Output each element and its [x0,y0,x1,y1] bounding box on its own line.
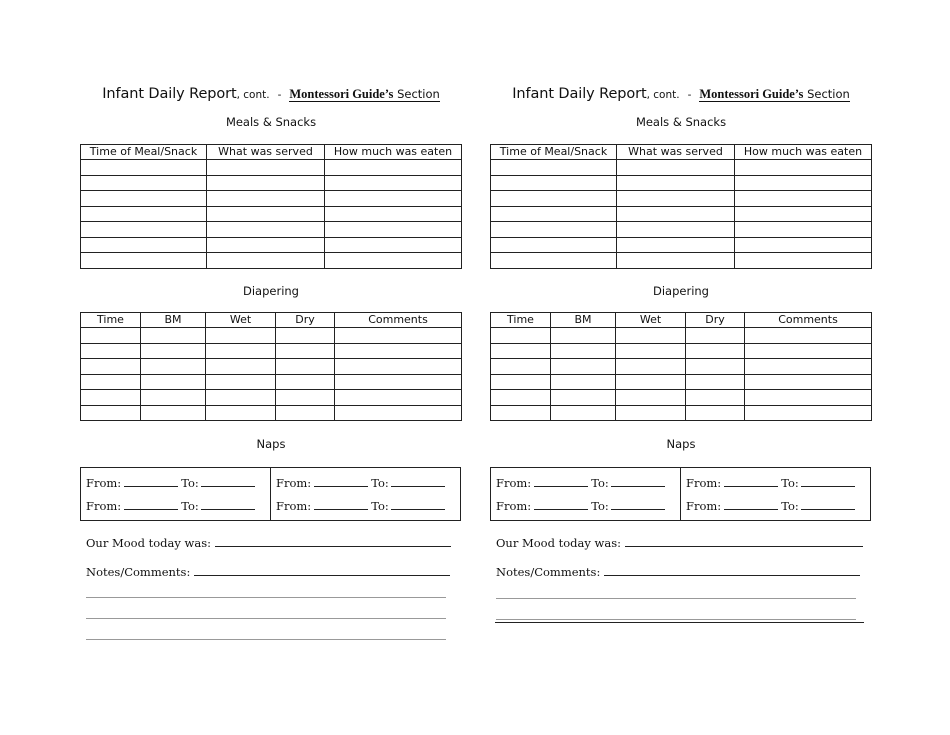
meals-row [491,191,872,207]
diaper-header-comments: Comments [745,313,872,328]
nap-to-blank[interactable] [201,476,255,487]
diaper-cell[interactable] [616,343,686,359]
nap-to-label: To: [371,476,389,490]
meals-cell[interactable] [207,160,325,176]
meals-cell[interactable] [325,222,462,238]
nap-from-label: From: [276,499,312,513]
meals-cell[interactable] [491,206,617,222]
meals-cell[interactable] [81,253,207,269]
diapering-label: Diapering [653,284,709,298]
diaper-header-time: Time [491,313,551,328]
diaper-cell[interactable] [616,374,686,390]
naps-label: Naps [256,437,286,451]
naps-divider [680,468,681,520]
nap-entry [686,499,855,513]
diaper-cell[interactable] [276,343,335,359]
meals-cell[interactable] [207,206,325,222]
title-guide: Montessori Guide’s [699,87,804,101]
meals-cell[interactable] [491,160,617,176]
meals-cell[interactable] [735,237,872,253]
diaper-cell[interactable] [745,374,872,390]
diaper-cell[interactable] [81,405,141,421]
meals-cell[interactable] [617,222,735,238]
diaper-cell[interactable] [81,343,141,359]
meals-cell[interactable] [617,206,735,222]
diapering-row [81,343,462,359]
diaper-cell[interactable] [206,405,276,421]
nap-entry [86,499,255,513]
diapering-row [491,405,872,421]
meals-row [81,237,462,253]
diaper-cell[interactable] [491,328,551,344]
diaper-cell[interactable] [686,343,745,359]
diaper-cell[interactable] [335,374,462,390]
meals-cell[interactable] [325,191,462,207]
meals-header-served: What was served [207,145,325,160]
diaper-cell[interactable] [335,405,462,421]
meals-cell[interactable] [491,253,617,269]
meals-cell[interactable] [617,160,735,176]
diaper-cell[interactable] [745,359,872,375]
mood-blank[interactable] [215,537,451,547]
diaper-cell[interactable] [491,343,551,359]
meals-cell[interactable] [207,253,325,269]
meals-row [491,222,872,238]
nap-to-blank[interactable] [801,499,855,510]
diaper-cell[interactable] [745,405,872,421]
nap-from-label: From: [496,476,532,490]
meals-header-time: Time of Meal/Snack [81,145,207,160]
meals-cell[interactable] [617,191,735,207]
title-main: Infant Daily Report [512,86,647,102]
nap-to-blank[interactable] [391,499,445,510]
nap-from-label: From: [276,476,312,490]
diaper-cell[interactable] [551,374,616,390]
meals-cell[interactable] [81,175,207,191]
meals-label: Meals & Snacks [635,115,727,129]
meals-cell[interactable] [207,222,325,238]
naps-divider [270,468,271,520]
diaper-cell[interactable] [491,359,551,375]
meals-cell[interactable] [491,237,617,253]
meals-row [491,253,872,269]
nap-from-label: From: [686,499,722,513]
meals-cell[interactable] [735,253,872,269]
diaper-cell[interactable] [686,359,745,375]
diaper-cell[interactable] [206,359,276,375]
meals-row [491,175,872,191]
diaper-cell[interactable] [616,405,686,421]
meals-cell[interactable] [325,206,462,222]
diaper-cell[interactable] [491,390,551,406]
diapering-row [81,390,462,406]
nap-entry [276,499,445,513]
nap-to-blank[interactable] [391,476,445,487]
notes-field [496,565,860,579]
naps-label: Naps [666,437,696,451]
nap-to-blank[interactable] [611,499,665,510]
diaper-header-time: Time [81,313,141,328]
report-title [490,85,872,103]
diaper-cell[interactable] [141,359,206,375]
meals-cell[interactable] [617,237,735,253]
diapering-row [81,405,462,421]
diaper-cell[interactable] [551,405,616,421]
diaper-cell[interactable] [141,405,206,421]
diaper-cell[interactable] [745,343,872,359]
notes-line[interactable] [496,619,856,620]
nap-to-label: To: [181,499,199,513]
nap-entry [686,476,855,490]
nap-to-label: To: [591,499,609,513]
diaper-cell[interactable] [141,343,206,359]
diaper-cell[interactable] [206,390,276,406]
diaper-cell[interactable] [141,374,206,390]
meals-cell[interactable] [81,206,207,222]
meals-header-amount: How much was eaten [325,145,462,160]
nap-entry [276,476,445,490]
meals-cell[interactable] [81,237,207,253]
diapering-label: Diapering [243,284,299,298]
nap-from-label: From: [86,499,122,513]
nap-to-label: To: [781,476,799,490]
meals-row [81,175,462,191]
meals-table [490,144,872,269]
report-title [80,85,462,103]
mood-label: Our Mood today was: [496,536,622,550]
meals-header-row [491,145,872,160]
nap-from-blank[interactable] [724,499,778,510]
report-panel-right [490,0,872,735]
nap-to-label: To: [181,476,199,490]
nap-entry [496,499,665,513]
diapering-header-row [81,313,462,328]
meals-cell[interactable] [617,253,735,269]
meals-header-amount: How much was eaten [735,145,872,160]
diapering-row [81,374,462,390]
diaper-cell[interactable] [686,405,745,421]
meals-cell[interactable] [325,253,462,269]
meals-table [80,144,462,269]
diaper-header-wet: Wet [616,313,686,328]
mood-field [496,536,863,550]
diapering-header-row [491,313,872,328]
meals-cell[interactable] [207,175,325,191]
notes-label: Notes/Comments: [496,565,601,579]
naps-box [490,467,871,521]
meals-cell[interactable] [81,160,207,176]
nap-from-blank[interactable] [314,499,368,510]
diaper-cell[interactable] [276,374,335,390]
meals-row [81,160,462,176]
meals-cell[interactable] [491,191,617,207]
meals-header-time: Time of Meal/Snack [491,145,617,160]
nap-from-blank[interactable] [534,499,588,510]
diaper-cell[interactable] [686,390,745,406]
diaper-cell[interactable] [335,390,462,406]
diaper-cell[interactable] [686,374,745,390]
notes-line[interactable] [496,598,856,599]
nap-to-blank[interactable] [201,499,255,510]
diaper-cell[interactable] [335,328,462,344]
diaper-cell[interactable] [81,359,141,375]
diaper-cell[interactable] [276,328,335,344]
title-section: Section [803,87,850,101]
nap-from-label: From: [86,476,122,490]
diaper-cell[interactable] [141,390,206,406]
diapering-row [491,343,872,359]
nap-to-blank[interactable] [801,476,855,487]
meals-cell[interactable] [81,191,207,207]
meals-row [491,206,872,222]
diaper-cell[interactable] [686,328,745,344]
meals-label: Meals & Snacks [225,115,317,129]
diaper-header-bm: BM [551,313,616,328]
diaper-cell[interactable] [276,359,335,375]
nap-entry [86,476,255,490]
title-dash: - [687,89,692,101]
notes-underline [495,622,864,623]
diaper-cell[interactable] [206,343,276,359]
diaper-cell[interactable] [276,405,335,421]
diaper-header-bm: BM [141,313,206,328]
meals-header-row [81,145,462,160]
nap-to-label: To: [781,499,799,513]
notes-line[interactable] [86,639,446,640]
notes-blank[interactable] [604,566,860,576]
nap-entry [496,476,665,490]
nap-from-blank[interactable] [724,476,778,487]
meals-cell[interactable] [735,160,872,176]
diapering-row [491,374,872,390]
diaper-cell[interactable] [206,374,276,390]
meals-row [491,237,872,253]
nap-from-blank[interactable] [124,499,178,510]
meals-cell[interactable] [735,175,872,191]
notes-label: Notes/Comments: [86,565,191,579]
diapering-row [81,359,462,375]
meals-cell[interactable] [325,237,462,253]
nap-from-label: From: [496,499,532,513]
title-cont: , cont. [646,89,680,101]
diaper-cell[interactable] [745,328,872,344]
diaper-cell[interactable] [616,359,686,375]
diapering-table [490,312,872,421]
notes-line[interactable] [86,618,446,619]
notes-field [86,565,450,579]
nap-to-blank[interactable] [611,476,665,487]
meals-cell[interactable] [491,222,617,238]
meals-cell[interactable] [491,175,617,191]
diapering-row [491,390,872,406]
diapering-row [81,328,462,344]
meals-cell[interactable] [617,175,735,191]
nap-from-blank[interactable] [534,476,588,487]
mood-field [86,536,451,550]
meals-row [81,253,462,269]
meals-cell[interactable] [735,206,872,222]
diaper-cell[interactable] [551,359,616,375]
diaper-cell[interactable] [81,328,141,344]
notes-blank[interactable] [194,566,450,576]
diaper-header-wet: Wet [206,313,276,328]
nap-to-label: To: [591,476,609,490]
nap-to-label: To: [371,499,389,513]
diaper-cell[interactable] [335,359,462,375]
diaper-cell[interactable] [491,405,551,421]
diaper-header-dry: Dry [276,313,335,328]
diaper-cell[interactable] [206,328,276,344]
diaper-header-comments: Comments [335,313,462,328]
meals-cell[interactable] [325,175,462,191]
notes-line[interactable] [86,597,446,598]
diaper-cell[interactable] [276,390,335,406]
nap-from-blank[interactable] [124,476,178,487]
diapering-table [80,312,462,421]
meals-row [81,222,462,238]
diaper-cell[interactable] [616,390,686,406]
nap-from-label: From: [686,476,722,490]
diaper-cell[interactable] [745,390,872,406]
diaper-cell[interactable] [616,328,686,344]
meals-row [81,206,462,222]
title-main: Infant Daily Report [102,86,237,102]
diaper-header-dry: Dry [686,313,745,328]
meals-cell[interactable] [207,237,325,253]
meals-cell[interactable] [81,222,207,238]
meals-header-served: What was served [617,145,735,160]
diaper-cell[interactable] [335,343,462,359]
meals-cell[interactable] [735,191,872,207]
title-dash: - [277,89,282,101]
title-guide: Montessori Guide’s [289,87,394,101]
meals-cell[interactable] [325,160,462,176]
nap-from-blank[interactable] [314,476,368,487]
diaper-cell[interactable] [551,390,616,406]
diaper-cell[interactable] [551,343,616,359]
diapering-row [491,359,872,375]
meals-cell[interactable] [735,222,872,238]
diaper-cell[interactable] [551,328,616,344]
meals-row [491,160,872,176]
report-panel-left [80,0,462,735]
naps-box [80,467,461,521]
diaper-cell[interactable] [141,328,206,344]
diaper-cell[interactable] [491,374,551,390]
diaper-cell[interactable] [81,374,141,390]
meals-cell[interactable] [207,191,325,207]
title-cont: , cont. [236,89,270,101]
mood-label: Our Mood today was: [86,536,212,550]
diapering-row [491,328,872,344]
diaper-cell[interactable] [81,390,141,406]
meals-row [81,191,462,207]
mood-blank[interactable] [625,537,863,547]
title-section: Section [393,87,440,101]
